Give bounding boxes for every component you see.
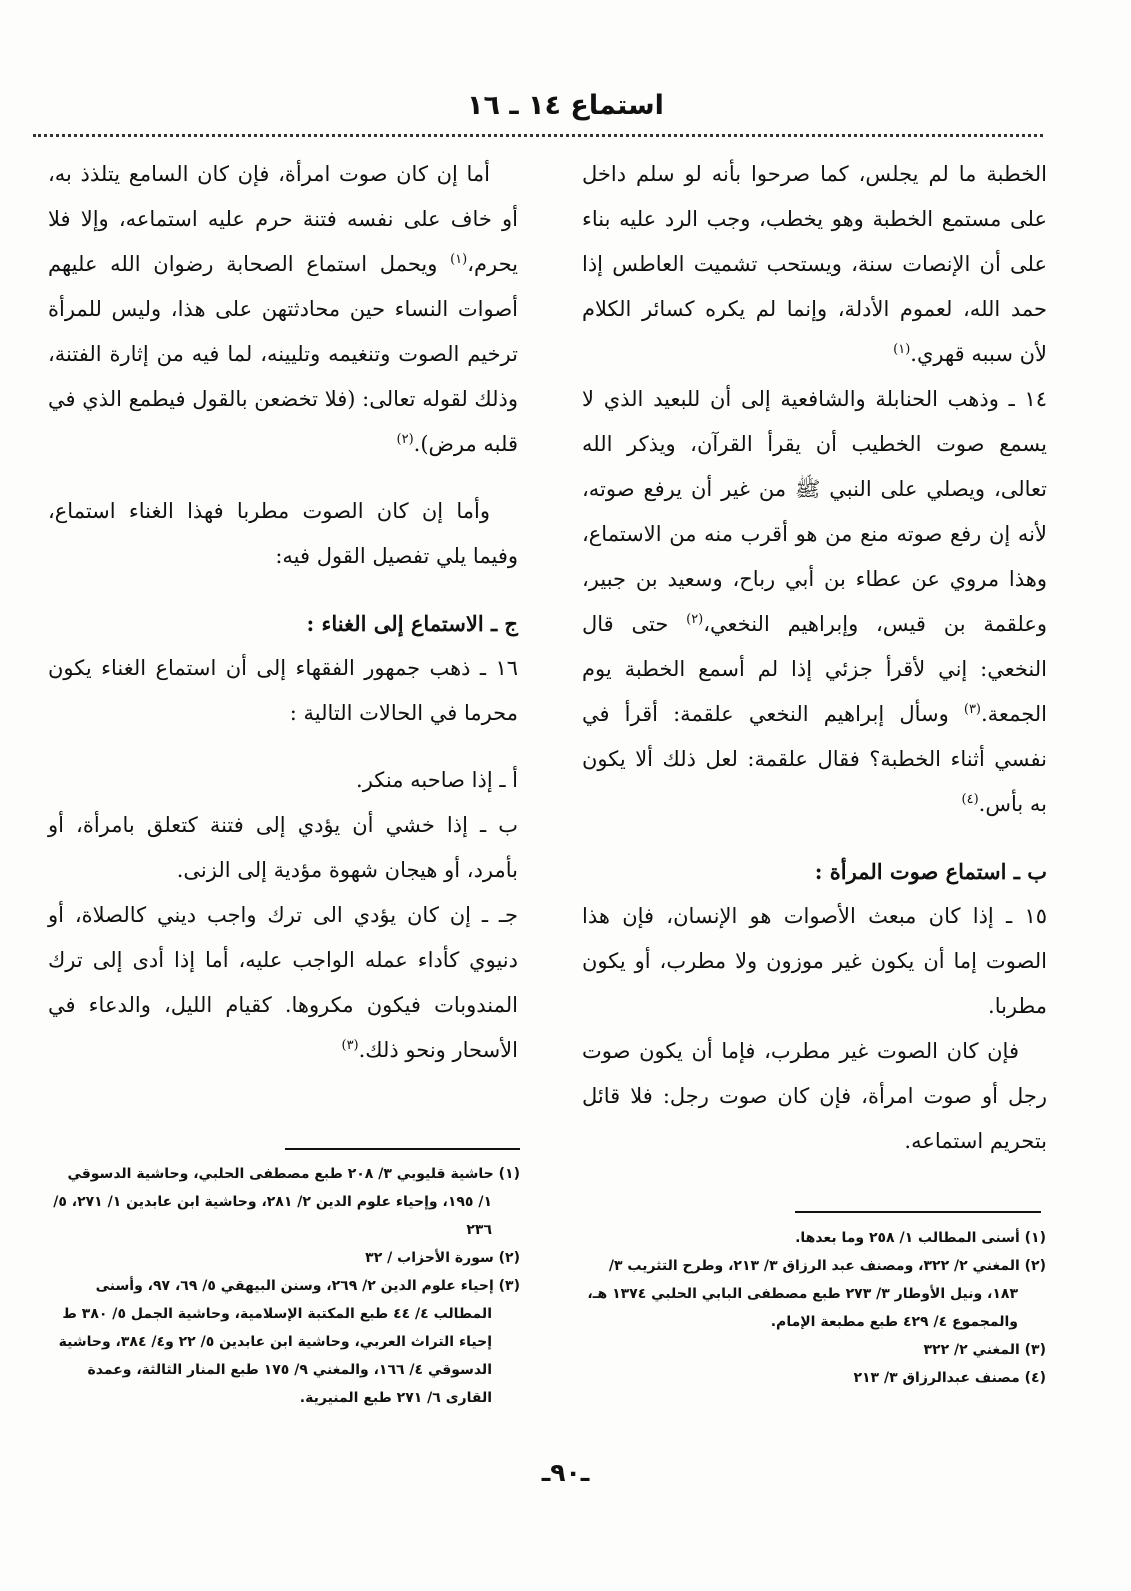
section-heading: ج ـ الاستماع إلى الغناء : [306, 611, 518, 636]
paragraph: ١٥ ـ إذا كان مبعث الأصوات هو الإنسان، فإن هذا الصوت إما أن يكون غير موزون ولا مطرب، أو يكون مطربا. [582, 904, 1047, 1018]
left-column [48, 152, 518, 1073]
paragraph: وأما إن كان الصوت مطربا فهذا الغناء استماع، وفيما يلي تفصيل القول فيه: [48, 499, 518, 568]
footnote-ref[interactable]: (٢) [396, 432, 414, 447]
footnotes-left [50, 1160, 520, 1412]
footnote: (٢) سورة الأحزاب / ٣٢ [365, 1250, 520, 1266]
paragraph-text: حتى قال النخعي: إني لأقرأ جزئي إذا لم أسمع الخطبة يوم الجمعة. [582, 612, 1047, 726]
footnote: (١) حاشية قليوبي ٣/ ٢٠٨ طبع مصطفى الحلبي، وحاشية الدسوقي ١/ ١٩٥، وإحياء علوم الدين ٢/ ٢٨١، وحاشية ابن عابدين ١/ ٢٧١، ٥/ ٢٣٦ [53, 1166, 520, 1238]
paragraph-text: الخطبة ما لم يجلس، كما صرحوا بأنه لو سلم داخل على مستمع الخطبة وهو يخطب، وجب الرد عليه بناء على أن الإنصات سنة، ويستحب تشميت العاطس إذا حمد الله، لعموم الأدلة، وإنما لم يكره كسائر الكلام لأن سببه قهري. [582, 162, 1047, 366]
list-item: أ ـ إذا صاحبه منكر. [356, 768, 518, 792]
paragraph-text: ويحمل استماع الصحابة رضوان الله عليهم أصوات النساء حين محادثتهن على هذا، وليس للمرأة ترخيم الصوت وتنغيمه وتليينه، لما فيه من إثارة الفتنة، وذلك لقوله تعالى: (فلا تخضعن بالقول فيطمع الذي في قلبه مرض). [48, 252, 518, 456]
list-item-text: جـ ـ إن كان يؤدي الى ترك واجب ديني كالصلاة، أو دنيوي كأداء عمله الواجب عليه، أما إذا أدى إلى ترك المندوبات فيكون مكروها. كقيام الليل، والدعاء في الأسحار ونحو ذلك. [48, 903, 518, 1062]
list-item: ب ـ إذا خشي أن يؤدي إلى فتنة كتعلق بامرأة، أو بأمرد، أو هيجان شهوة مؤدية إلى الزنى. [48, 813, 518, 882]
paragraph [582, 377, 1047, 827]
section-heading: ب ـ استماع صوت المرأة : [814, 859, 1047, 884]
right-column [582, 152, 1047, 1164]
footnote: (٤) مصنف عبدالرزاق ٣/ ٢١٣ [853, 1370, 1046, 1386]
paragraph-text: وسأل إبراهيم النخعي علقمة: أقرأ في نفسي أثناء الخطبة؟ فقال علقمة: لعل ذلك ألا يكون به بأس. [582, 702, 1047, 816]
footnote-ref[interactable]: (١) [450, 252, 468, 267]
footnote: (٣) المغني ٢/ ٣٢٢ [923, 1342, 1046, 1358]
paragraph: ١٦ ـ ذهب جمهور الفقهاء إلى أن استماع الغناء يكون محرما في الحالات التالية : [48, 656, 518, 725]
footnote-ref[interactable]: (٣) [963, 702, 981, 717]
footnote-ref[interactable]: (٣) [341, 1038, 359, 1053]
paragraph [582, 152, 1047, 377]
page-title: استماع ١٤ ـ ١٦ [467, 90, 664, 121]
footnotes-right [582, 1224, 1046, 1392]
footnote: (٢) المغني ٢/ ٣٢٢، ومصنف عبد الرزاق ٣/ ٢١٣، وطرح التثريب ٣/ ١٨٣، ونيل الأوطار ٣/ ٢٧٣ طبع مصطفى البابي الحلبي ١٣٧٤ هـ، والمجموع ٤/ ٤٢٩ طبع مطبعة الإمام. [587, 1258, 1046, 1330]
footnote-ref[interactable]: (٤) [961, 792, 979, 807]
paragraph-text: ١٤ ـ وذهب الحنابلة والشافعية إلى أن للبعيد الذي لا يسمع صوت الخطيب أن يقرأ القرآن، ويذكر الله تعالى، ويصلي على النبي ﷺ من غير أن يرفع صوته، لأنه إن رفع صوته منع من هو أقرب منه من الاستماع، وهذا مروي عن عطاء بن أبي رباح، وسعيد بن جبير، وعلقمة بن قيس، وإبراهيم النخعي، [582, 387, 1047, 636]
list-item [48, 893, 518, 1073]
paragraph [48, 152, 518, 467]
footnote: (١) أسنى المطالب ١/ ٢٥٨ وما بعدها. [795, 1230, 1046, 1246]
footnote-separator [795, 1211, 1041, 1213]
footnote-separator [285, 1148, 520, 1150]
footnote: (٣) إحياء علوم الدين ٢/ ٢٦٩، وسنن البيهقي ٥/ ٦٩، ٩٧، وأسنى المطالب ٤/ ٤٤ طبع المكتبة الإسلامية، وحاشية الجمل ٥/ ٣٨٠ ط إحياء التراث العربي، وحاشية ابن عابدين ٥/ ٢٢ و٤/ ٣٨٤، وحاشية الدسوقي ٤/ ١٦٦، والمغني ٩/ ١٧٥ طبع المنار الثالثة، وعمدة القارى ٦/ ٢٧١ طبع المنيرية. [58, 1278, 520, 1406]
header-dotted-rule [33, 134, 1043, 137]
footnote-ref[interactable]: (١) [893, 342, 911, 357]
paragraph-text: أما إن كان صوت امرأة، فإن كان السامع يتلذذ به، أو خاف على نفسه فتنة حرم عليه استماعه، وإلا فلا يحرم، [48, 162, 518, 276]
paragraph: فإن كان الصوت غير مطرب، فإما أن يكون صوت رجل أو صوت امرأة، فإن كان صوت رجل: فلا قائل بتحريم استماعه. [582, 1039, 1047, 1153]
page-number: ـ٩٠ـ [541, 1458, 590, 1487]
footnote-ref[interactable]: (٢) [686, 612, 704, 627]
